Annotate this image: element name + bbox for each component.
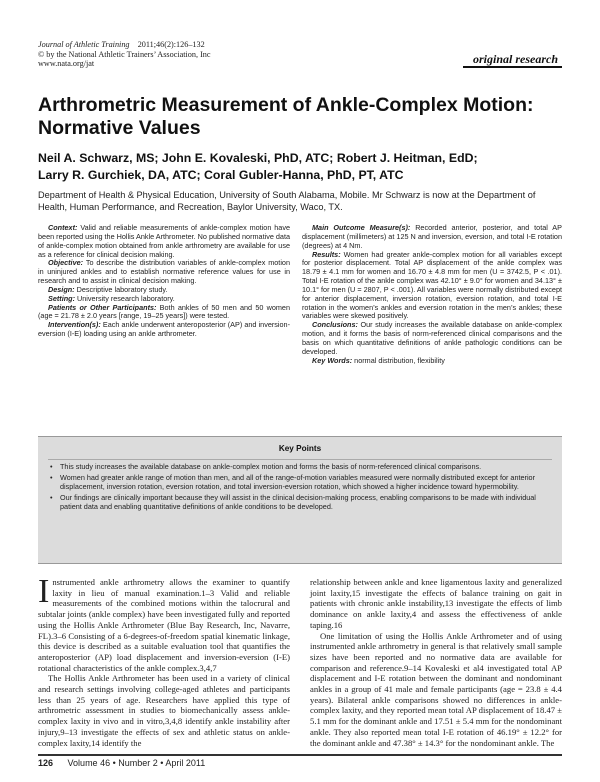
page-number: 126	[38, 758, 54, 768]
journal-url[interactable]: www.nata.org/jat	[38, 59, 95, 69]
setting-text: University research laboratory.	[74, 293, 175, 303]
abstract-patients	[38, 304, 290, 322]
design-text: Descriptive laboratory study.	[74, 284, 168, 294]
body-text: nstrumented ankle arthrometry allows the examiner to quantify laxity in lieu of manual examination.1–3 Valid and reliable measurements of the combined motions within the talocrural and subtalar joints (ankle complex) have been investigated fully and reported using the Hollis Ankle Arthrometer (Blue Bay Research, Inc, Navarre, FL).3–6 Consisting of a 6-degrees-of-freedom spatial kinematic linkage, this device is described as a suitable evaluation tool that quantifies the anteroposterior (AP) load displacement and inversion-eversion (I-E) rotational characteristics of the ankle complex.3,4,7	[38, 577, 290, 673]
title-line-2: Normative Values	[38, 117, 201, 139]
author-list	[38, 150, 562, 184]
intervention-label: Intervention(s):	[48, 320, 101, 330]
key-points-title: Key Points	[278, 444, 322, 453]
abstract-outcome	[302, 224, 562, 251]
title-line-1: Arthrometric Measurement of Ankle-Complex Motion:	[38, 94, 534, 116]
drop-cap: I	[38, 573, 50, 610]
conclusions-label: Conclusions:	[312, 320, 358, 330]
citation: 2011;46(2):126–132	[137, 40, 205, 49]
abstract-objective	[38, 259, 290, 286]
section-label: original research	[463, 50, 562, 68]
patients-label: Patients or Other Participants:	[48, 302, 157, 312]
authors-line-1: Neil A. Schwarz, MS; John E. Kovaleski, PhD, ATC; Robert J. Heitman, EdD;	[38, 151, 478, 165]
abstract-context	[38, 224, 290, 259]
body-left-column	[38, 573, 290, 748]
journal-name: Journal of Athletic Training	[38, 40, 130, 49]
outcome-label: Main Outcome Measure(s):	[312, 223, 411, 232]
abstract-right-column	[302, 224, 562, 366]
page-footer	[38, 754, 562, 770]
key-point-item: • Our findings are clinically important because they will assist in the clinical decision-making process, enabling comparisons to be made with individual patient data and enabling quantitative definitions of ankle conditions to be developed.	[48, 494, 552, 512]
body-paragraph: relationship between ankle and knee ligamentous laxity and generalized joint laxity,15 investigate the effects of balance training on gait in patients with chronic ankle instability,13 investigate the effects of limb dominance on ankle laxity,4 and assess the effectiveness of ankle taping.16	[310, 577, 562, 630]
results-label: Results:	[312, 249, 341, 259]
conclusions-text: Our study increases the available database on ankle-complex motion, and it forms the basis of norm-referenced clinical comparisons and the basis on which quantitative definitions of ankle pathologic conditions can be developed.	[302, 320, 562, 356]
abstract-intervention	[38, 321, 290, 339]
context-text: Valid and reliable measurements of ankle-complex motion have been reported using the Hollis Ankle Arthrometer. No published normative data of ankle-complex motion obtained from ankle arthrometry are available for use as a reference for clinical decision making.	[38, 223, 290, 259]
affiliation: Department of Health & Physical Education, University of South Alabama, Mobile. Mr Schwarz is now at the Department of Health, Human Performance, and Recreation, Baylor University, Waco, TX.	[38, 190, 536, 212]
authors-line-2: Larry R. Gurchiek, DA, ATC; Coral Gubler-Hanna, PhD, PT, ATC	[38, 168, 404, 182]
context-label: Context:	[48, 223, 78, 232]
patients-text: Both ankles of 50 men and 50 women (age = 21.78 ± 2.0 years [range, 19–25 years]) were tested.	[38, 302, 290, 321]
abstract-results	[302, 251, 562, 322]
keywords-text: normal distribution, flexibility	[352, 355, 445, 365]
setting-label: Setting:	[48, 293, 75, 303]
design-label: Design:	[48, 284, 75, 294]
issue-info: Volume 46 • Number 2 • April 2011	[67, 758, 206, 768]
abstract-left-column	[38, 224, 290, 339]
key-point-item: • Women had greater ankle range of motion than men, and all of the range-of-motion variables measured were normally distributed except for anterior displacement, inversion rotation, eversion rotation, and total inversion-eversion rotation, which showed a higher incidence toward hypermobility.	[48, 474, 552, 492]
key-points-divider	[48, 459, 552, 460]
key-points-list	[48, 463, 552, 512]
objective-text: To describe the distribution variables of ankle-complex motion in uninjured ankles and to establish normative reference values for use in research and to assist in clinical decision making.	[38, 258, 290, 286]
body-paragraph	[38, 573, 290, 673]
article-title	[38, 94, 562, 140]
results-text: Women had greater ankle-complex motion for all variables except for posterior displacement. Total AP displacement of the ankle complex was 18.79 ± 4.1 mm for women and 16.70 ± 4.8 mm for men (U = 3742.5, P < .01). Total I-E rotation of the ankle complex was 42.10° ± 9.0° for women and 34.13° ± 10.1° for men (U = 2807, P < .001). All variables were normally distributed except for anterior displacement, inversion rotation, eversion rotation, and total I-E rotation in the women’s ankles and eversion rotation in the men’s ankles; these variables were skewed positively.	[302, 249, 562, 321]
abstract-conclusions	[302, 321, 562, 356]
body-paragraph: The Hollis Ankle Arthrometer has been used in a variety of clinical and research settings involving college-aged athletes and participants less than 25 years of age. Researchers have applied this type of arthrometric assessment in studies to biomechanically assess ankle-complex laxity in vivo and in vitro,3,4,8 identify ankle instability after injury,9–13 investigate the effects of sex and athletic status on ankle-complex laxity,14 identify the	[38, 673, 290, 748]
intervention-text: Each ankle underwent anteroposterior (AP) and inversion-eversion (I-E) loading using an ankle arthrometer.	[38, 320, 290, 339]
copyright: © by the National Athletic Trainers’ Association, Inc	[38, 49, 211, 59]
keywords-label: Key Words:	[312, 355, 353, 365]
masthead	[38, 40, 562, 74]
body-paragraph: One limitation of using the Hollis Ankle Arthrometer and of using instrumented ankle arthrometry in general is that relatively small sample sizes have been reported and no normative data are available for comparison and reference.9–14 Kovaleski et al4 investigated total AP displacement and I-E rotation between the dominant and nondominant ankles in a group of 41 male and female participants (age = 23.8 ± 4.4 years). Bilateral ankle comparisons showed no differences in ankle-complex laxity, and they reported mean total AP displacement of 18.47 ± 5.1 mm for the dominant ankle and 17.51 ± 5.4 mm for the nondominant ankle. They also reported mean total I-E rotation of 46.19° ± 12.2° for the dominant ankle and 47.38° ± 14.3° for the nondominant ankle. The	[310, 630, 562, 748]
body-right-column	[310, 577, 562, 748]
objective-label: Objective:	[48, 258, 84, 268]
key-point-item: • This study increases the available database on ankle-complex motion and forms the basis of norm-referenced clinical comparisons.	[48, 463, 552, 472]
abstract-keywords	[302, 357, 562, 366]
key-points-box	[38, 436, 562, 564]
outcome-text: Recorded anterior, posterior, and total AP displacement (millimeters) at 125 N and inversion, eversion, and total I-E rotation (degrees) at 4 Nm.	[302, 223, 562, 250]
